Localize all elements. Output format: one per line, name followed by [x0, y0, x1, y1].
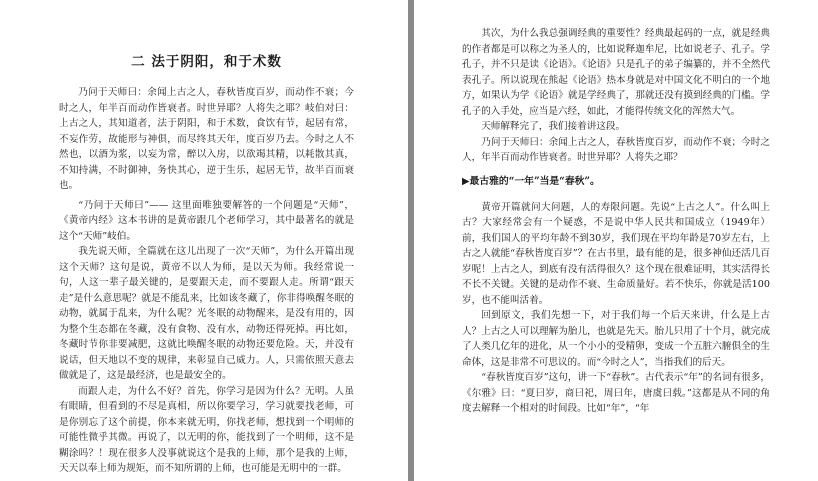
classic-quote-paragraph: 乃问于天师曰：余闻上古之人，春秋皆度百岁，而动作不衰；今时之人，年半百而动作皆衰者。时世异耶？人将失之耶？ [462, 136, 770, 163]
right-page-body [462, 26, 770, 417]
commentary-paragraph: 黄帝开篇就问大问题，人的寿限问题。先说“上古之人”。什么叫上古？大家经常会有一个疑惑，不是说中华人民共和国成立（1949年）前，我们国人的平均年龄不到30岁，我们现在平均年龄是70岁左右，上古之人就能“春秋皆度百岁”？在古书里，最有能的是，很多神仙还活几百岁呢！上古之人，到底有没有活得很久？这个现在很难证明，其实活得长不长不关键。关键的是动作不衰、生命质量好。若不快乐，你就是活100岁，也不能叫活着。 [462, 201, 770, 306]
commentary-paragraph: “春秋皆度百岁”这句，讲一下“春秋”。古代表示“年”的名词有很多，《尔雅》曰：“夏曰岁，商曰祀，周曰年，唐虞曰载。”这都是从不同的角度去解释一个相对的时间段。比如“年”，“年 [462, 372, 770, 414]
commentary-paragraph: 而跟人走，为什么不好？首先，你学习是因为什么？无明。人虽有眼睛，但看到的不尽是真相，所以你要学习，学习就要找老师，可是你别忘了这个前提，你本来就无明，你找老师，想找到一个明师的可能性微乎其微。再说了，以无明的你，能找到了一个明师，这不是糊涂吗？！现在很多人没事就说这个是我的上师，那个是我的上师，天天以奉上师为规矩，而不知所谓的上师，也可能是无明中的一群。 [59, 385, 354, 474]
commentary-paragraph: “乃问于天师曰”—— 这里面唯独要解答的一个问题是“天师”，《黄帝内经》这本书讲的是黄帝跟几个老师学习，其中最著名的就是这个“天师”岐伯。 [59, 199, 354, 242]
left-page-body [59, 85, 354, 477]
commentary-paragraph: 其次，为什么我总强调经典的重要性？经典最起码的一点，就是经典的作者都是可以称之为圣人的，比如说释迦牟尼，比如说老子、孔子。学孔子，并不只是读《论语》。《论语》只是孔子的弟子编纂的，并不全然代表孔子。所以说现在熊起《论语》热本身就是对中国文化不明白的一个地方，如果认为学《论语》就是学经典了，那就还没有摸到经典的门槛。学孔子的入手处，应当是六经，如此，才能得传统文化的浑然大气。 [462, 28, 770, 117]
right-page [414, 0, 818, 481]
commentary-paragraph: 回到原文，我们先想一下，对于我们每一个后天来讲，什么是上古人？上古之人可以理解为胎儿，也就是先天。胎儿只用了十个月，就完成了人类几亿年的进化，从一个小小的受精卵，变成一个五脏六腑俱全的生命体，这是非常不可思议的。而“今时之人”，当指我们的后天。 [462, 310, 770, 368]
chapter-title: 二 法于阴阳，和于术数 [131, 54, 282, 70]
section-heading: ▶最古雅的“一年”当是“春秋”。 [462, 175, 600, 187]
classic-quote-paragraph: 乃问于天师曰：余闻上古之人，春秋皆度百岁，而动作不衰；今时之人，年半百而动作皆衰者。时世异耶？人将失之耶？岐伯对曰：上古之人，其知道者，法于阴阳，和于术数，食饮有节，起居有常，不妄作劳，故能形与神俱，而尽终其天年，度百岁乃去。今时之人不然也，以酒为浆，以妄为常，醉以入房，以欲竭其精，以耗散其真，不知持满，不时御神，务快其心，逆于生乐，起居无节，故半百而衰也。 [59, 87, 354, 191]
left-page [0, 0, 408, 481]
commentary-paragraph: 天师解释完了，我们接着讲这段。 [481, 121, 626, 132]
commentary-paragraph: 我先说天师，全篇就在这儿出现了一次“天师”，为什么开篇出现这个天师？这句是说，黄帝不以人为师，是以天为师。我经常说一句，人这一辈子最关键的，是要跟天走，而不要跟人走。所谓“跟天走”是什么意思呢？就是不能乱来，比如该冬藏了，你非得唤醒冬眠的动物，就属于乱来，为什么呢？光冬眠的动物醒来，是没有用的，因为整个生态都在冬藏，没有食物、没有水，动物还得死掉。再比如，冬藏时节你非要减肥，这就比唤醒冬眠的动物还要危险。天，并没有说话，但天地以不变的规律，来彰显自己威力。人，只需依照天意去做就是了，这是最经济，也是最安全的。 [59, 246, 354, 381]
